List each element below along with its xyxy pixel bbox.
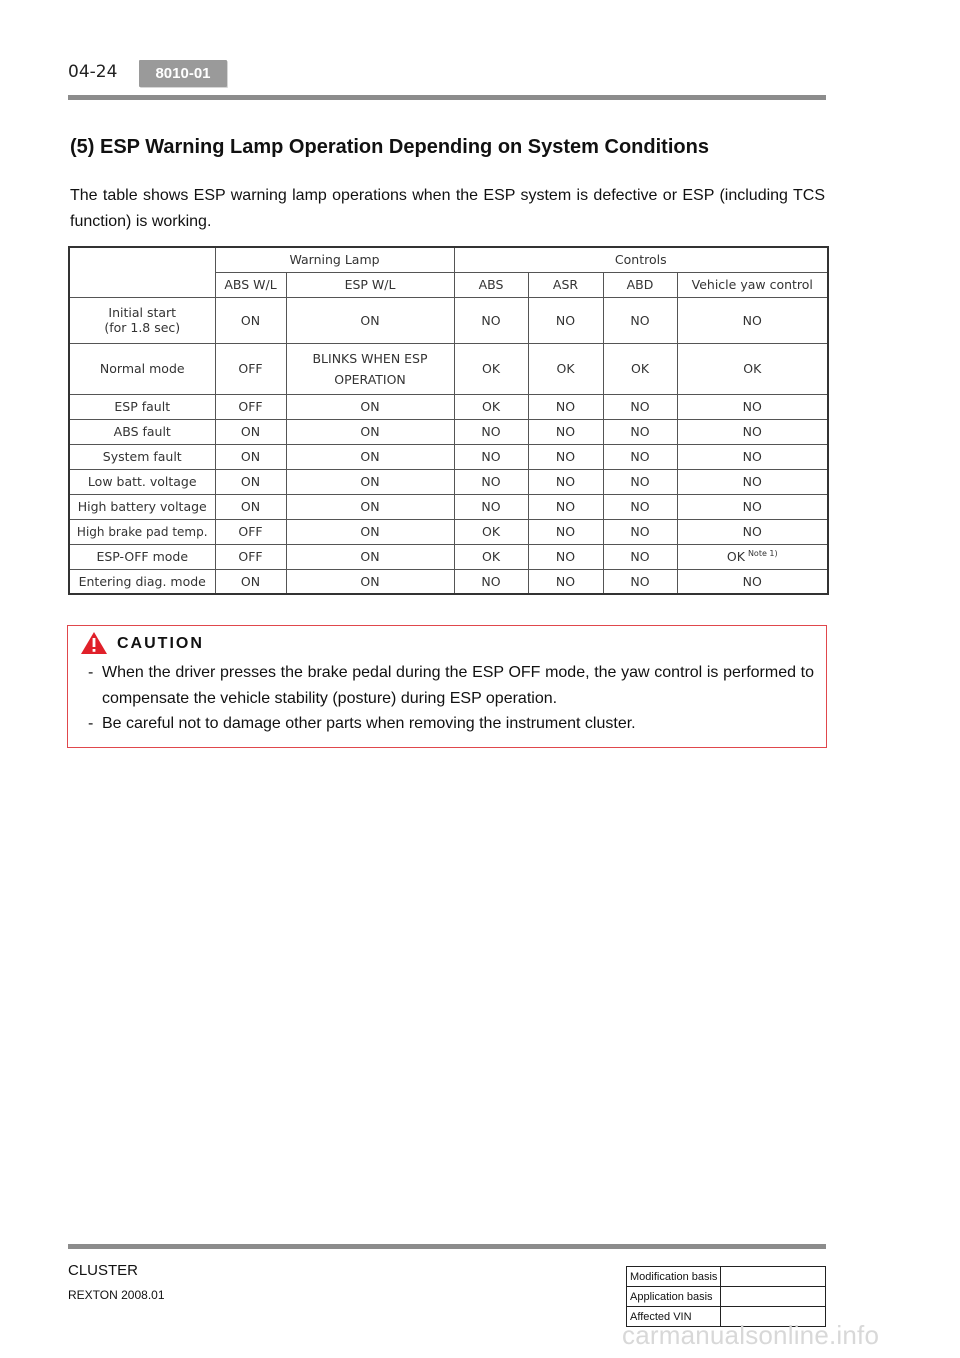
cell: OK [454,343,528,394]
cell: ON [215,444,286,469]
warning-triangle-icon [80,631,108,655]
cell: NO [454,494,528,519]
cell [286,343,454,394]
condition-cell [69,297,215,343]
basis-label: Affected VIN [627,1307,721,1327]
table-group-header-row [69,247,828,272]
bullet-dash: - [88,715,94,732]
table-row [69,519,828,544]
cell: ON [215,297,286,343]
footer-chapter: CLUSTER [68,1262,139,1279]
column-header: ESP W/L [286,272,454,297]
basis-row [627,1267,826,1287]
cell: NO [454,444,528,469]
cell: OK [454,519,528,544]
cell: OK [454,544,528,569]
cell: OK [454,394,528,419]
caution-label: CAUTION [117,635,204,652]
cell: NO [528,394,603,419]
table-row [69,394,828,419]
basis-label: Application basis [627,1287,721,1307]
cell: ON [215,494,286,519]
table-row [69,444,828,469]
cell: ON [286,544,454,569]
cell: NO [528,569,603,594]
cell: OFF [215,343,286,394]
note-marker: Note 1) [747,548,778,558]
caution-text: When the driver presses the brake pedal during the ESP OFF mode, the yaw control is performed to compensate the vehicle stability (posture) during ESP operation. [102,664,814,707]
cell: NO [528,444,603,469]
condition-cell: High brake pad temp. [69,519,215,544]
condition-cell: High battery voltage [69,494,215,519]
watermark-text: carmanualsonline.info [622,1320,880,1350]
footer-rule [68,1244,826,1249]
condition-line: (for 1.8 sec) [104,320,181,335]
condition-cell: Low batt. voltage [69,469,215,494]
cell: OK [677,343,828,394]
cell: NO [603,419,677,444]
footer-model: REXTON 2008.01 [68,1288,165,1302]
cell-value: OK [726,549,745,565]
table-row [69,419,828,444]
cell: NO [677,469,828,494]
cell-line: OPERATION [334,371,406,387]
cell: NO [528,544,603,569]
table-row [69,297,828,343]
intro-paragraph: The table shows ESP warning lamp operations when the ESP system is defective or ESP (including TCS function) is working. [70,187,825,230]
cell: NO [603,444,677,469]
table-row [69,343,828,394]
cell: NO [677,394,828,419]
cell: OK [528,343,603,394]
caution-item [88,711,814,737]
condition-cell: ESP fault [69,394,215,419]
table-row [69,569,828,594]
cell: NO [528,419,603,444]
basis-table [626,1266,826,1327]
column-header: ASR [528,272,603,297]
cell: NO [454,569,528,594]
basis-row [627,1287,826,1307]
basis-value [721,1267,826,1287]
cell: NO [528,469,603,494]
cell [677,544,828,569]
table-row [69,469,828,494]
section-code-badge: 8010-01 [139,60,227,87]
cell-line: BLINKS WHEN ESP [312,350,428,366]
cell: NO [603,569,677,594]
cell: ON [215,469,286,494]
condition-line: Initial start [108,305,177,320]
condition-cell: System fault [69,444,215,469]
basis-label: Modification basis [627,1267,721,1287]
cell: NO [454,419,528,444]
esp-warning-lamp-table [68,246,829,595]
column-header: ABD [603,272,677,297]
header-warning-lamp: Warning Lamp [215,247,454,272]
cell: OK [603,343,677,394]
bullet-dash: - [88,664,94,681]
table-corner-cell [69,247,215,297]
cell: NO [528,519,603,544]
cell: NO [677,569,828,594]
cell: OFF [215,394,286,419]
cell: NO [454,297,528,343]
header-controls: Controls [454,247,828,272]
cell: NO [603,519,677,544]
page-number: 04-24 [68,62,118,82]
cell: ON [286,569,454,594]
cell: OFF [215,519,286,544]
table-row [69,544,828,569]
section-title: (5) ESP Warning Lamp Operation Depending on System Conditions [70,136,709,158]
cell: ON [286,444,454,469]
basis-value [721,1287,826,1307]
cell: NO [603,544,677,569]
cell: NO [603,494,677,519]
cell: ON [286,494,454,519]
cell: OFF [215,544,286,569]
cell: NO [603,297,677,343]
table-row [69,494,828,519]
cell: NO [677,419,828,444]
cell: NO [603,394,677,419]
cell: ON [286,519,454,544]
cell: NO [528,297,603,343]
column-header: Vehicle yaw control [677,272,828,297]
cell: NO [677,519,828,544]
condition-cell: Entering diag. mode [69,569,215,594]
condition-cell: Normal mode [69,343,215,394]
cell: NO [528,494,603,519]
column-header: ABS W/L [215,272,286,297]
column-header: ABS [454,272,528,297]
condition-cell: ESP-OFF mode [69,544,215,569]
condition-cell: ABS fault [69,419,215,444]
cell: ON [215,419,286,444]
cell: NO [677,297,828,343]
cell: NO [677,444,828,469]
caution-text: Be careful not to damage other parts when removing the instrument cluster. [102,715,636,732]
caution-item [88,660,814,712]
cell: ON [286,297,454,343]
cell: ON [215,569,286,594]
cell: NO [677,494,828,519]
cell: ON [286,469,454,494]
cell: NO [603,469,677,494]
cell: NO [454,469,528,494]
cell: ON [286,394,454,419]
cell: ON [286,419,454,444]
header-rule [68,95,826,100]
